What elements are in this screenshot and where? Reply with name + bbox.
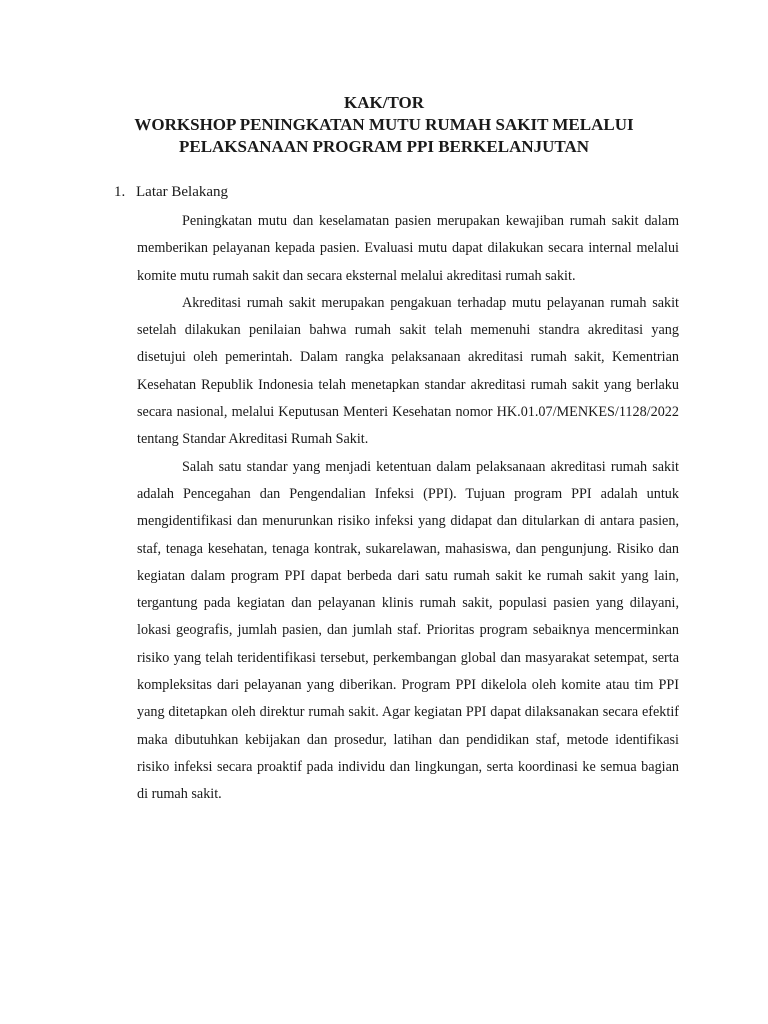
section-heading-label: Latar Belakang	[136, 184, 229, 200]
document-title	[0, 92, 768, 158]
paragraph-standar-ppi: Salah satu standar yang menjadi ketentuan dalam pelaksanaan akreditasi rumah sakit adalah Pencegahan dan Pengendalian Infeksi (PPI). Tujuan program PPI adalah untuk mengidentifikasi dan menurunkan risiko infeksi yang didapat dan ditularkan di antara pasien, staf, tenaga kesehatan, tenaga kontrak, sukarelawan, mahasiswa, dan pengunjung. Risiko dan kegiatan dalam program PPI dapat berbeda dari satu rumah sakit ke rumah sakit yang lain, tergantung pada kegiatan dan pelayanan klinis rumah sakit, populasi pasien yang dilayani, lokasi geografis, jumlah pasien, dan jumlah staf. Prioritas program sebaiknya mencerminkan risiko yang telah teridentifikasi tersebut, perkembangan global dan masyarakat setempat, serta kompleksitas dari pelayanan yang diberikan. Program PPI dikelola oleh komite atau tim PPI yang ditetapkan oleh direktur rumah sakit. Agar kegiatan PPI dapat dilaksanakan secara efektif maka dibutuhkan kebijakan dan prosedur, latihan dan pendidikan staf, metode identifikasi risiko infeksi secara proaktif pada individu dan lingkungan, serta koordinasi ke semua bagian di rumah sakit.	[137, 458, 679, 803]
section-heading	[114, 180, 680, 204]
paragraph-akreditasi: Akreditasi rumah sakit merupakan pengakuan terhadap mutu pelayanan rumah sakit setelah dilakukan penilaian bahwa rumah sakit telah memenuhi standra akreditasi yang disetujui oleh pemerintah. Dalam rangka pelaksanaan akreditasi rumah sakit, Kementrian Kesehatan Republik Indonesia telah menetapkan standar akreditasi rumah sakit yang berlaku secara nasional, melalui Keputusan Menteri Kesehatan nomor HK.01.07/MENKES/1128/2022 tentang Standar Akreditasi Rumah Sakit.	[137, 294, 679, 448]
paragraph-peningkatan-mutu: Peningkatan mutu dan keselamatan pasien merupakan kewajiban rumah sakit dalam memberikan pelayanan kepada pasien. Evaluasi mutu dapat dilakukan secara internal melalui komite mutu rumah sakit dan secara eksternal melalui akreditasi rumah sakit.	[137, 213, 679, 284]
section-latar-belakang	[114, 180, 680, 809]
title-line-program: PELAKSANAAN PROGRAM PPI BERKELANJUTAN	[178, 137, 590, 156]
title-line-workshop: WORKSHOP PENINGKATAN MUTU RUMAH SAKIT MELALUI	[134, 115, 634, 134]
section-body	[137, 208, 679, 809]
title-line-kak-tor: KAK/TOR	[344, 93, 424, 112]
section-number: 1.	[114, 184, 126, 200]
